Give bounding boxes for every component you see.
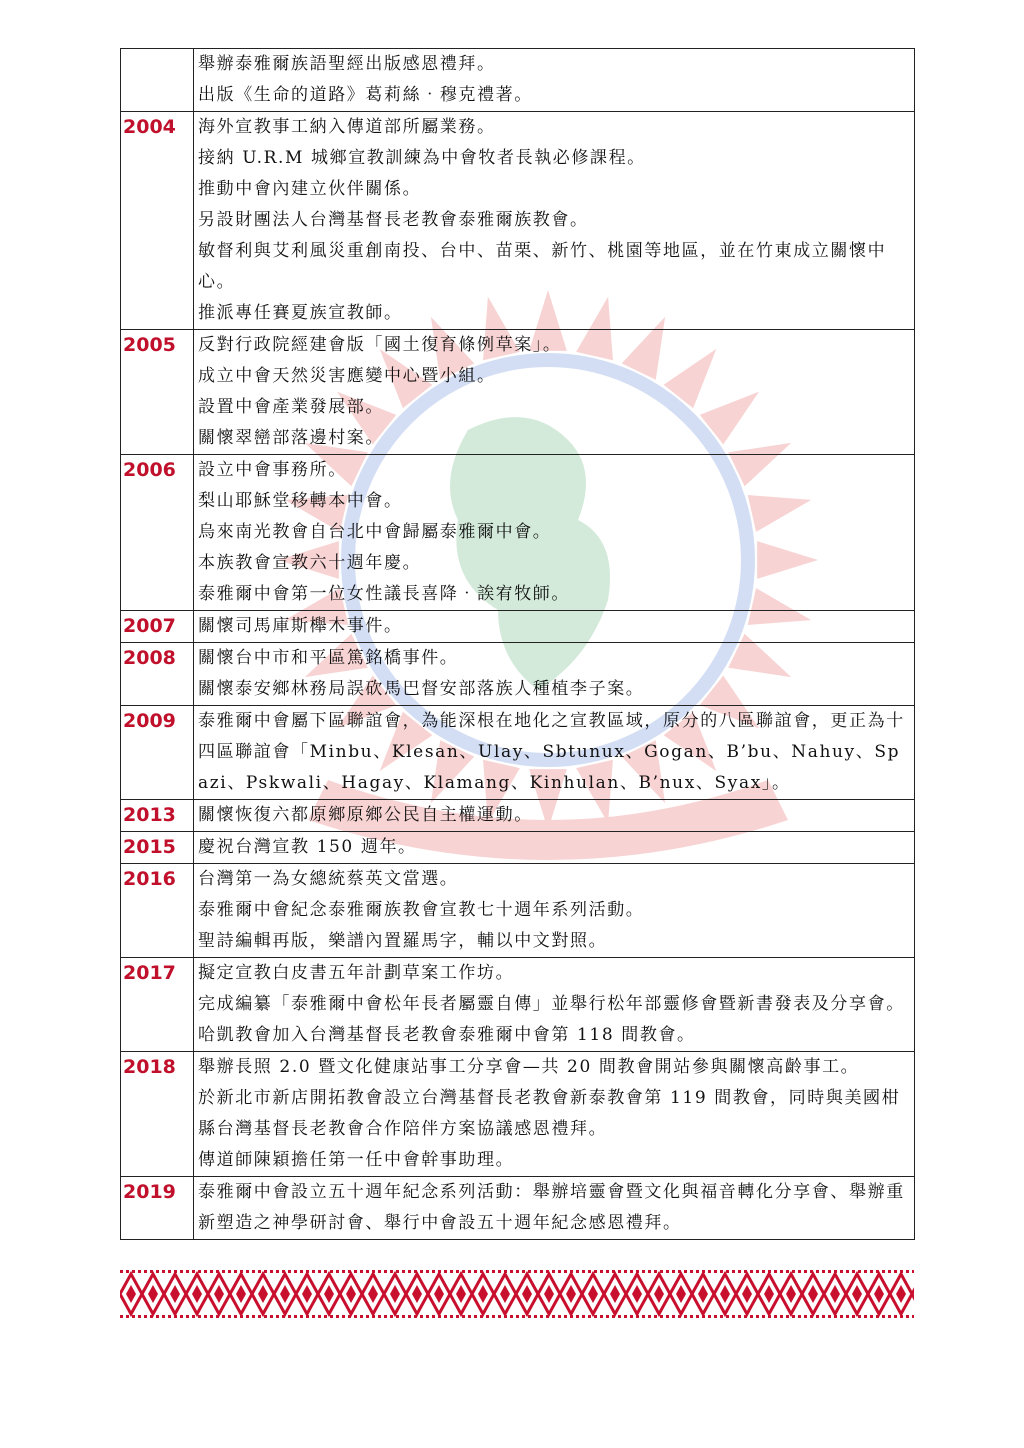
event-text: 完成編纂「泰雅爾中會松年長者屬靈自傳」並舉行松年部靈修會暨新書發表及分享會。 [198,994,905,1014]
event-text: 設立中會事務所。 [198,460,347,480]
timeline-row [121,611,915,643]
events-cell [194,706,915,800]
timeline-row [121,958,915,1052]
year-cell: 2018 [121,1052,194,1177]
event-text: 反對行政院經建會版「國土復育條例草案」。 [198,335,562,355]
event-text: 另設財團法人台灣基督長老教會泰雅爾族教會。 [198,210,589,230]
events-cell [194,1052,915,1177]
year-cell: 2007 [121,611,194,643]
event-text: 泰雅爾中會設立五十週年紀念系列活動：舉辦培靈會暨文化與福音轉化分享會、舉辦重新塑造之神學研討會、舉行中會設五十週年紀念感恩禮拜。 [198,1182,905,1233]
event-text: 關懷恢復六都原鄉原鄉公民自主權運動。 [198,805,533,825]
event-text: 泰雅爾中會紀念泰雅爾族教會宣教七十週年系列活動。 [198,900,645,920]
timeline-row [121,706,915,800]
event-text: 出版《生命的道路》葛莉絲‧穆克禮著。 [198,85,533,105]
event-text: 於新北市新店開拓教會設立台灣基督長老教會新泰教會第 119 間教會，同時與美國柑縣台灣基督長老教會合作陪伴方案協議感恩禮拜。 [198,1088,901,1139]
event-text: 烏來南光教會自台北中會歸屬泰雅爾中會。 [198,522,552,542]
event-text: 舉辦泰雅爾族語聖經出版感恩禮拜。 [198,54,496,74]
events-cell [194,864,915,958]
event-text: 泰雅爾中會屬下區聯誼會，為能深根在地化之宣教區域，原分的八區聯誼會，更正為十四區聯誼會「Minbu、Klesan、Ulay、Sbtunux、Gogan、B’bu、Nahuy、Spazi、Pskwali、Hagay、Klamang、Kinhulan、B’nux、Syax」。 [198,711,905,793]
year-cell: 2019 [121,1177,194,1240]
event-text: 關懷台中市和平區篤銘橋事件。 [198,648,459,668]
timeline-row [121,800,915,832]
events-cell [194,832,915,864]
events-cell [194,455,915,611]
year-cell: 2009 [121,706,194,800]
event-text: 台灣第一為女總統蔡英文當選。 [198,869,459,889]
timeline-row [121,643,915,706]
timeline-row [121,832,915,864]
event-text: 舉辦長照 2.0 暨文化健康站事工分享會—共 20 間教會開站參與關懷高齡事工。 [198,1057,860,1077]
timeline-row [121,112,915,330]
events-cell [194,1177,915,1240]
event-text: 海外宣教事工納入傳道部所屬業務。 [198,117,496,137]
event-text: 關懷司馬庫斯櫸木事件。 [198,616,403,636]
events-cell [194,330,915,455]
timeline-row [121,864,915,958]
year-cell: 2016 [121,864,194,958]
event-text: 慶祝台灣宣教 150 週年。 [198,837,417,857]
event-text: 成立中會天然災害應變中心暨小組。 [198,366,496,386]
events-cell [194,643,915,706]
event-text: 敏督利與艾利風災重創南投、台中、苗栗、新竹、桃園等地區，並在竹東成立關懷中心。 [198,241,887,292]
events-cell [194,112,915,330]
event-text: 關懷泰安鄉林務局誤砍馬巴督安部落族人種植李子案。 [198,679,645,699]
year-cell: 2005 [121,330,194,455]
year-cell [121,49,194,112]
event-text: 傳道師陳穎擔任第一任中會幹事助理。 [198,1150,515,1170]
timeline-row [121,1177,915,1240]
events-cell [194,800,915,832]
event-text: 設置中會產業發展部。 [198,397,384,417]
timeline-row [121,330,915,455]
event-text: 擬定宣教白皮書五年計劃草案工作坊。 [198,963,515,983]
timeline-row [121,49,915,112]
event-text: 哈凱教會加入台灣基督長老教會泰雅爾中會第 118 間教會。 [198,1025,696,1045]
timeline-row [121,455,915,611]
year-cell: 2004 [121,112,194,330]
year-cell: 2015 [121,832,194,864]
event-text: 聖詩編輯再版，樂譜內置羅馬字，輔以中文對照。 [198,931,608,951]
event-text: 推動中會內建立伙伴關係。 [198,179,422,199]
event-text: 接納 U.R.M 城鄉宣教訓練為中會牧者長執必修課程。 [198,148,646,168]
events-cell [194,958,915,1052]
events-cell [194,611,915,643]
event-text: 泰雅爾中會第一位女性議長喜降‧誒宥牧師。 [198,584,570,604]
timeline-row [121,1052,915,1177]
tribal-pattern-border [120,1270,914,1318]
event-text: 關懷翠巒部落邊村案。 [198,428,384,448]
year-cell: 2013 [121,800,194,832]
event-text: 梨山耶穌堂移轉本中會。 [198,491,403,511]
year-cell: 2008 [121,643,194,706]
year-cell: 2017 [121,958,194,1052]
event-text: 本族教會宣教六十週年慶。 [198,553,422,573]
events-cell [194,49,915,112]
year-cell: 2006 [121,455,194,611]
event-text: 推派專任賽夏族宣教師。 [198,303,403,323]
timeline-table [120,48,915,1240]
